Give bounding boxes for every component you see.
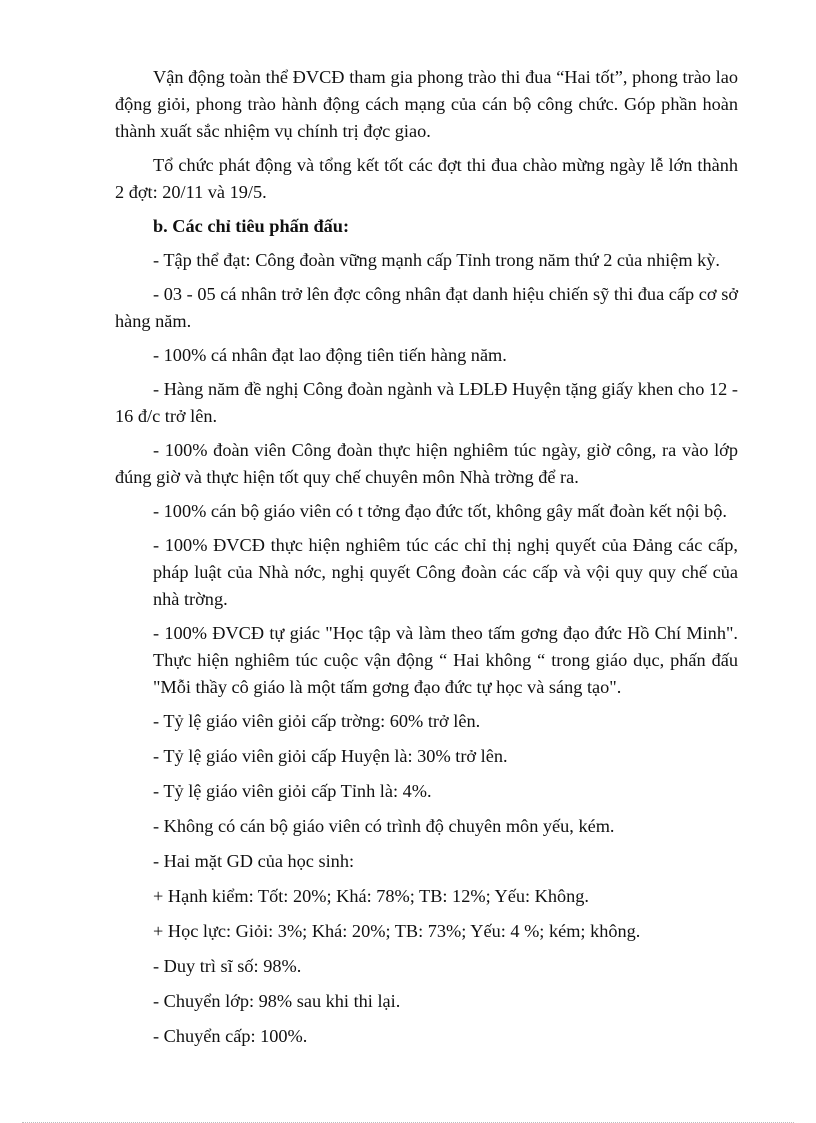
target-item: - 100% cán bộ giáo viên có t tởng đạo đức tốt, không gây mất đoàn kết nội bộ. [153, 501, 727, 521]
target-item: - Hàng năm đề nghị Công đoàn ngành và LĐLĐ Huyện tặng giấy khen cho 12 - 16 đ/c trở lên. [115, 379, 738, 426]
paragraph-emulation: Tổ chức phát động và tổng kết tốt các đợt thi đua chào mừng ngày lễ lớn thành 2 đợt: 20/11 và 19/5. [115, 155, 738, 202]
list-item: - Tỷ lệ giáo viên giỏi cấp trờng: 60% trở lên. [153, 711, 481, 731]
hanging-item: - 100% ĐVCĐ thực hiện nghiêm túc các chỉ thị nghị quyết của Đảng các cấp, pháp luật của Nhà nớc, nghị quyết Công đoàn các cấp và vội quy quy chế của nhà trờng. [153, 535, 738, 609]
list-item: - Chuyển cấp: 100%. [153, 1026, 308, 1046]
hanging-item: - 100% ĐVCĐ tự giác "Học tập và làm theo tấm gơng đạo đức Hồ Chí Minh". Thực hiện nghiêm túc cuộc vận động “ Hai không “ trong giáo dục, phấn đấu "Mỗi thầy cô giáo là một tấm gơng đạo đức tự học và sáng tạo". [153, 623, 738, 697]
list-item: + Hạnh kiểm: Tốt: 20%; Khá: 78%; TB: 12%; Yếu: Không. [153, 886, 589, 906]
list-item: - Duy trì sĩ số: 98%. [153, 956, 302, 976]
list-item: - Chuyển lớp: 98% sau khi thi lại. [153, 991, 401, 1011]
section-heading: b. Các chỉ tiêu phấn đấu: [153, 216, 350, 236]
list-item: - Không có cán bộ giáo viên có trình độ chuyên môn yếu, kém. [153, 816, 615, 836]
list-item: - Hai mặt GD của học sinh: [153, 851, 355, 871]
list-item: - Tỷ lệ giáo viên giỏi cấp Huyện là: 30% trở lên. [153, 746, 508, 766]
paragraph-campaign: Vận động toàn thể ĐVCĐ tham gia phong trào thi đua “Hai tốt”, phong trào lao động giỏi, phong trào hành động cách mạng của cán bộ công chức. Góp phần hoàn thành xuất sắc nhiệm vụ chính trị đợc giao. [115, 67, 738, 141]
list-item: + Học lực: Giỏi: 3%; Khá: 20%; TB: 73%; Yếu: 4 %; kém; không. [153, 921, 641, 941]
target-item: - 100% cá nhân đạt lao động tiên tiến hàng năm. [153, 345, 507, 365]
document-body [115, 64, 738, 1058]
target-item: - 03 - 05 cá nhân trở lên đợc công nhân đạt danh hiệu chiến sỹ thi đua cấp cơ sở hàng năm. [115, 284, 738, 331]
list-item: - Tỷ lệ giáo viên giỏi cấp Tỉnh là: 4%. [153, 781, 432, 801]
target-item: - Tập thể đạt: Công đoàn vững mạnh cấp Tỉnh trong năm thứ 2 của nhiệm kỳ. [153, 250, 720, 270]
target-item: - 100% đoàn viên Công đoàn thực hiện nghiêm túc ngày, giờ công, ra vào lớp đúng giờ và thực hiện tốt quy chế chuyên môn Nhà trờng để ra. [115, 440, 738, 487]
